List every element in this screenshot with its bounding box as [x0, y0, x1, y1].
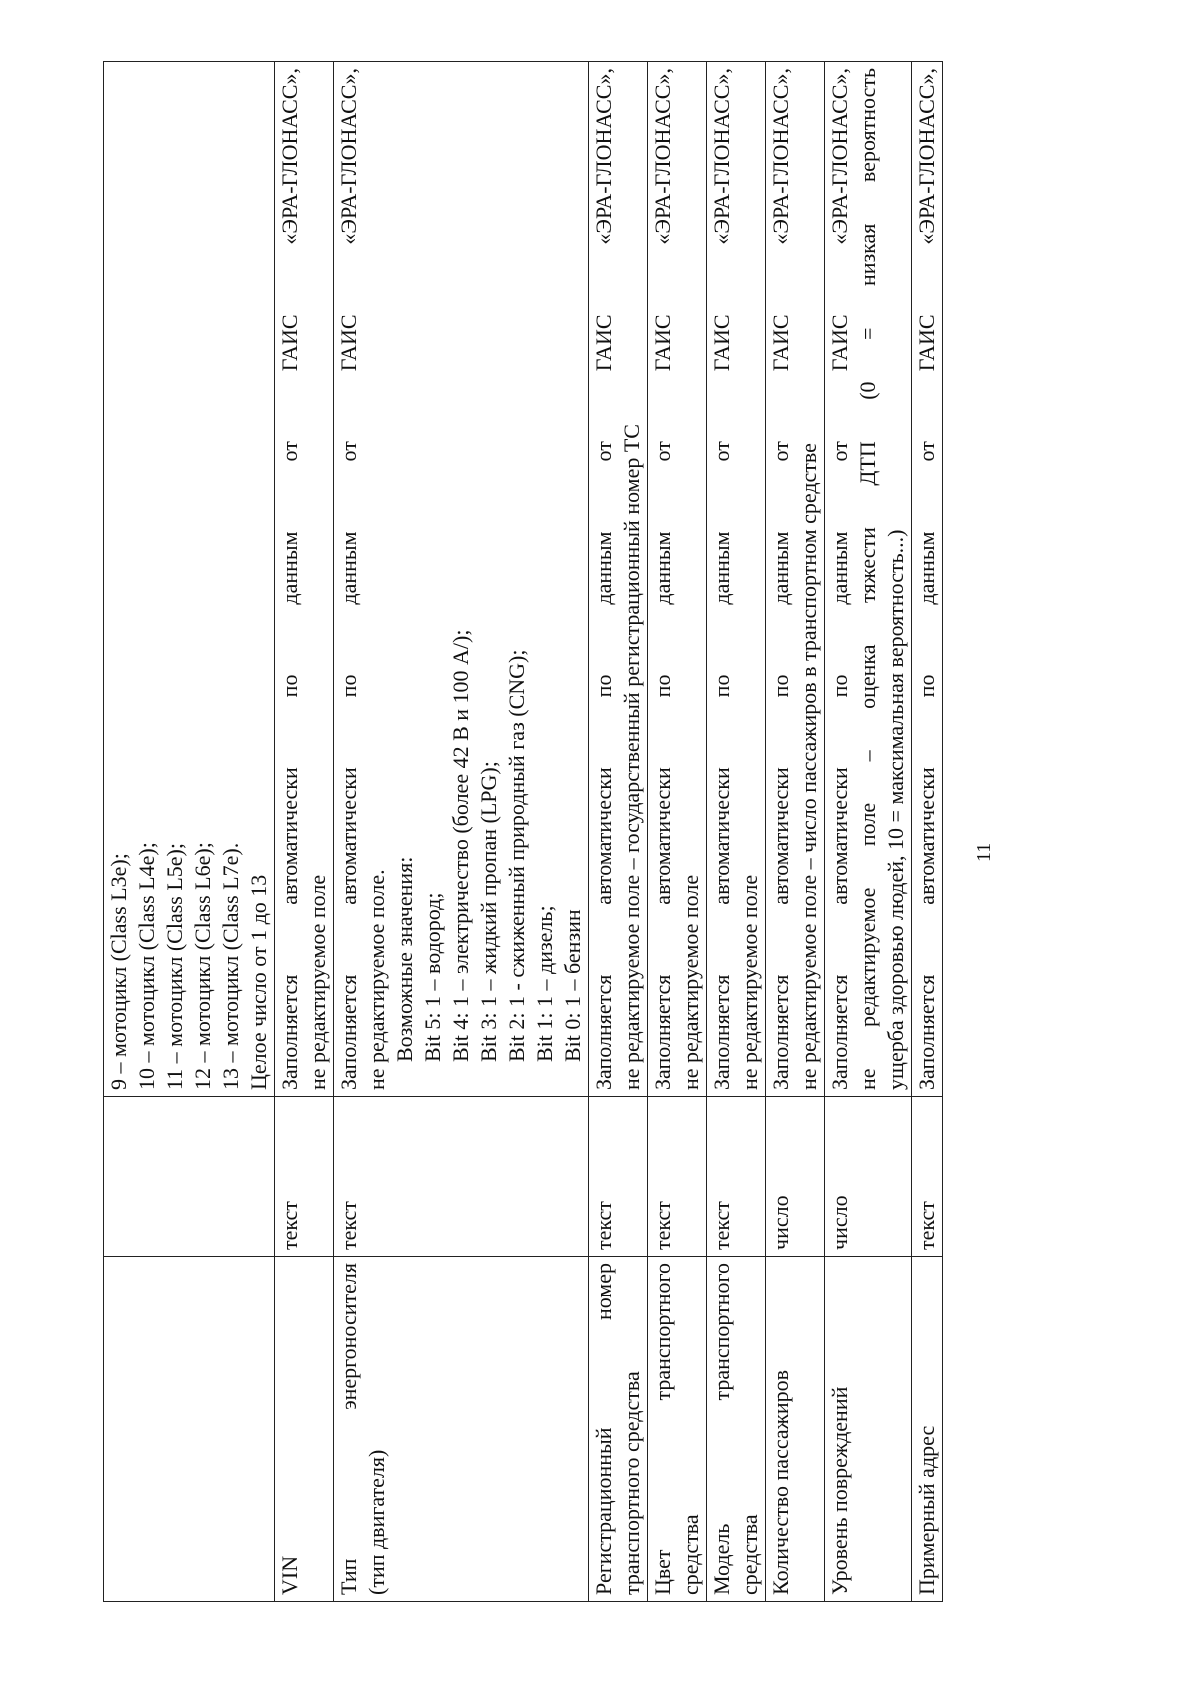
field-name: Цвет транспортного: [650, 1263, 675, 1595]
table-row-vehicle-model: [707, 62, 766, 1602]
table-row-fuel-type: [334, 62, 589, 1602]
fields-table: [103, 61, 943, 1602]
description-line: не редактируемое поле: [305, 874, 330, 1090]
field-description-cell: [648, 62, 707, 1097]
field-type-cell: [707, 1097, 766, 1257]
description-line: Bit 1: 1 – дизель;: [532, 905, 557, 1062]
field-name-cell: [766, 1257, 825, 1602]
table-row-approximate-address: [912, 62, 943, 1602]
field-name: Регистрационный номер: [591, 1263, 616, 1595]
rotated-page: [98, 57, 1048, 1647]
field-name: средства: [737, 1514, 762, 1595]
field-name: (тип двигателя): [364, 1449, 389, 1595]
page-number: 11: [973, 842, 995, 862]
field-type: текст: [591, 1201, 616, 1250]
field-type-cell: [275, 1097, 334, 1257]
field-description-cell: [912, 62, 943, 1097]
field-name-cell: [912, 1257, 943, 1602]
field-description-cell: [825, 62, 912, 1097]
field-type: текст: [336, 1201, 361, 1250]
description-line: Заполняется автоматически по данным от ГАИС «ЭРА-ГЛОНАСС»,: [768, 68, 793, 1090]
description-line: Возможные значения:: [392, 856, 417, 1062]
field-name: Уровень повреждений: [827, 1386, 852, 1595]
description-line: Заполняется автоматически по данным от ГАИС «ЭРА-ГЛОНАСС»,: [914, 68, 939, 1090]
description-line: 13 – мотоцикл (Class L7e).: [218, 842, 243, 1090]
description-line: Bit 3: 1 – жидкий пропан (LPG);: [476, 761, 501, 1062]
field-description-cell: [766, 62, 825, 1097]
description-line: Заполняется автоматически по данным от ГАИС «ЭРА-ГЛОНАСС»,: [709, 68, 734, 1090]
description-line: не редактируемое поле – оценка тяжести ДТП (0 = низкая вероятность: [855, 68, 880, 1090]
field-description-cell: [275, 62, 334, 1097]
description-line: Bit 2: 1 - сжиженный природный газ (CNG);: [504, 649, 529, 1062]
field-name: Модель транспортного: [709, 1263, 734, 1595]
description-line: 9 – мотоцикл (Class L3e);: [106, 853, 131, 1090]
field-type-cell: [589, 1097, 648, 1257]
table-row-registration-number: [589, 62, 648, 1602]
field-type-cell: [648, 1097, 707, 1257]
description-line: Заполняется автоматически по данным от ГАИС «ЭРА-ГЛОНАСС»,: [277, 68, 302, 1090]
field-name-cell: [589, 1257, 648, 1602]
description-line: 12 – мотоцикл (Class L6e);: [190, 842, 215, 1090]
field-name-cell: [707, 1257, 766, 1602]
description-line: Заполняется автоматически по данным от ГАИС «ЭРА-ГЛОНАСС»,: [650, 68, 675, 1090]
field-name-cell: [648, 1257, 707, 1602]
description-line: Bit 5: 1 – водород;: [420, 892, 445, 1062]
field-name: VIN: [277, 1555, 302, 1595]
field-name-cell: [275, 1257, 334, 1602]
field-type: текст: [277, 1201, 302, 1250]
field-description-cell: [334, 62, 589, 1097]
description-line: 11 – мотоцикл (Class L5e);: [162, 843, 187, 1090]
table-row-vehicle-color: [648, 62, 707, 1602]
field-description-cell: [104, 62, 275, 1097]
field-type: текст: [914, 1201, 939, 1250]
field-name: Примерный адрес: [914, 1425, 939, 1595]
field-name: транспортного средства: [619, 1371, 644, 1595]
description-line: Заполняется автоматически по данным от ГАИС «ЭРА-ГЛОНАСС»,: [827, 68, 852, 1090]
field-name-cell: [104, 1257, 275, 1602]
description-line: не редактируемое поле: [737, 874, 762, 1090]
table-row-damage-level: [825, 62, 912, 1602]
description-line: не редактируемое поле – государственный регистрационный номер ТС: [619, 424, 644, 1090]
table-row-passengers: [766, 62, 825, 1602]
field-type-cell: [912, 1097, 943, 1257]
table-row-vin: [275, 62, 334, 1602]
field-type: текст: [650, 1201, 675, 1250]
field-type-cell: [334, 1097, 589, 1257]
field-name: Количество пассажиров: [768, 1370, 793, 1595]
description-line: не редактируемое поле: [678, 874, 703, 1090]
field-description-cell: [707, 62, 766, 1097]
description-line: Целое число от 1 до 13: [246, 874, 271, 1090]
field-type: текст: [709, 1201, 734, 1250]
field-type-cell: [825, 1097, 912, 1257]
description-line: Заполняется автоматически по данным от ГАИС «ЭРА-ГЛОНАСС»,: [336, 68, 361, 1090]
description-line: Bit 0: 1 – бензин: [560, 909, 585, 1062]
field-name: средства: [678, 1514, 703, 1595]
description-line: не редактируемое поле.: [364, 869, 389, 1090]
field-name-cell: [334, 1257, 589, 1602]
description-line: Заполняется автоматически по данным от ГАИС «ЭРА-ГЛОНАСС»,: [591, 68, 616, 1090]
field-type-cell: [766, 1097, 825, 1257]
description-line: Bit 4: 1 – электричество (более 42 В и 100 А/);: [448, 629, 473, 1062]
field-type: число: [827, 1195, 852, 1250]
field-type-cell: [104, 1097, 275, 1257]
description-line: 10 – мотоцикл (Class L4e);: [134, 842, 159, 1090]
field-type: число: [768, 1195, 793, 1250]
field-name-cell: [825, 1257, 912, 1602]
table-row-continuation: [104, 62, 275, 1602]
description-line: не редактируемое поле – число пассажиров в транспортном средстве: [796, 443, 821, 1090]
description-line: ущерба здоровью людей, 10 = максимальная вероятность...): [883, 529, 908, 1090]
field-name: Тип энергоносителя: [336, 1263, 361, 1595]
field-description-cell: [589, 62, 648, 1097]
